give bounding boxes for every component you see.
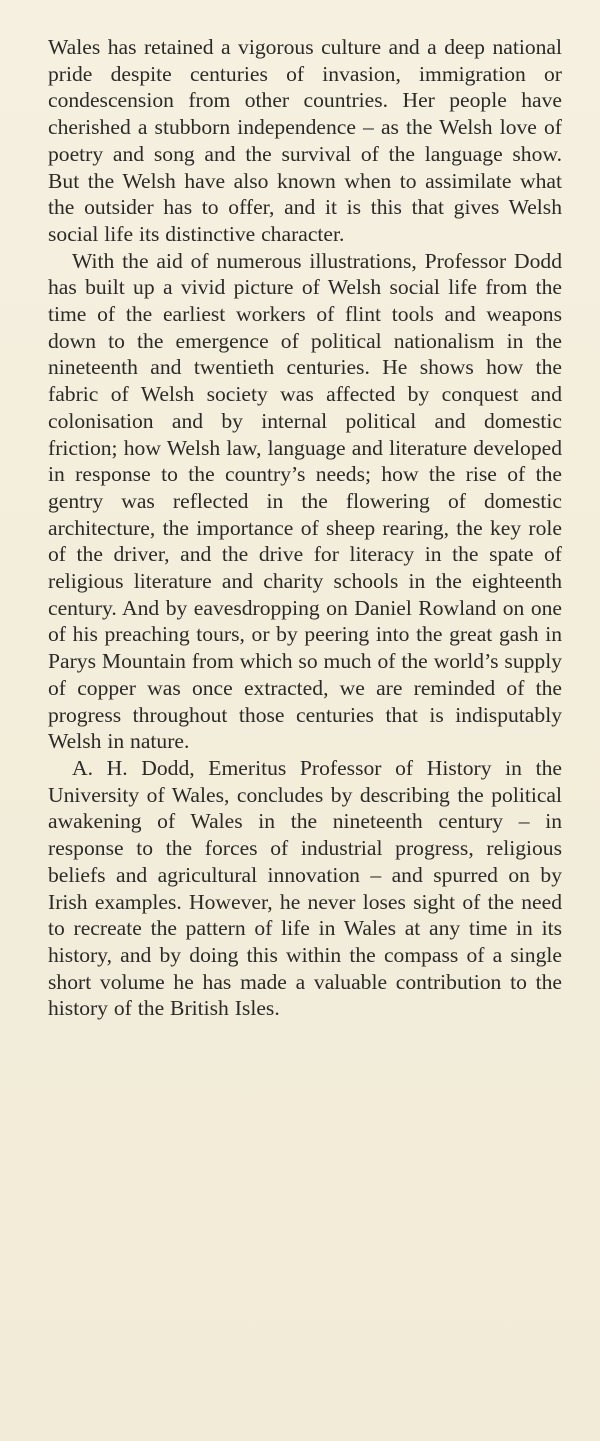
paragraph-content: With the aid of numerous illustrations, Professor Dodd has built up a vivid picture of Welsh social life from the time of the earliest workers of flint tools and weapons down to the emergence of political nationalism in the nineteenth and twentieth centuries. He shows how the fabric of Welsh society was affected by conquest and colonisation and by internal political and domestic friction; how Welsh law, language and literature developed in response to the country’s needs; how the rise of the gentry was reflected in the flowering of domestic architecture, the importance of sheep rearing, the key role of the driver, and the drive for literacy in the spate of religious literature and charity schools in the eighteenth century. And by eavesdropping on Daniel Rowland on one of his preaching tours, or by peering into the great gash in Parys Mountain from which so much of the world’s supply of copper was once extracted, we are reminded of the progress throughout those centuries that is indisputably Welsh in nature. bbox=[48, 248, 562, 754]
paragraph-intro: Wales has retained a vigorous culture and a deep national pride despite centuries of invasion, immigration or condescension from other countries. Her people have cherished a stubborn independence – as the Welsh love of poetry and song and the survival of the language show. But the Welsh have also known when to assimilate what the outsider has to offer, and it is this that gives Welsh social life its distinctive character. bbox=[48, 35, 562, 246]
blurb-text bbox=[48, 34, 562, 1022]
paragraph-author: A. H. Dodd, Emeritus Professor of History in the University of Wales, concludes by describing the political awakening of Wales in the nineteenth century – in response to the forces of industrial progress, religious beliefs and agricultural innovation – and spurred on by Irish examples. However, he never loses sight of the need to recreate the pattern of life in Wales at any time in its history, and by doing this within the compass of a single short volume he has made a valuable contribution to the history of the British Isles. bbox=[48, 755, 562, 1021]
